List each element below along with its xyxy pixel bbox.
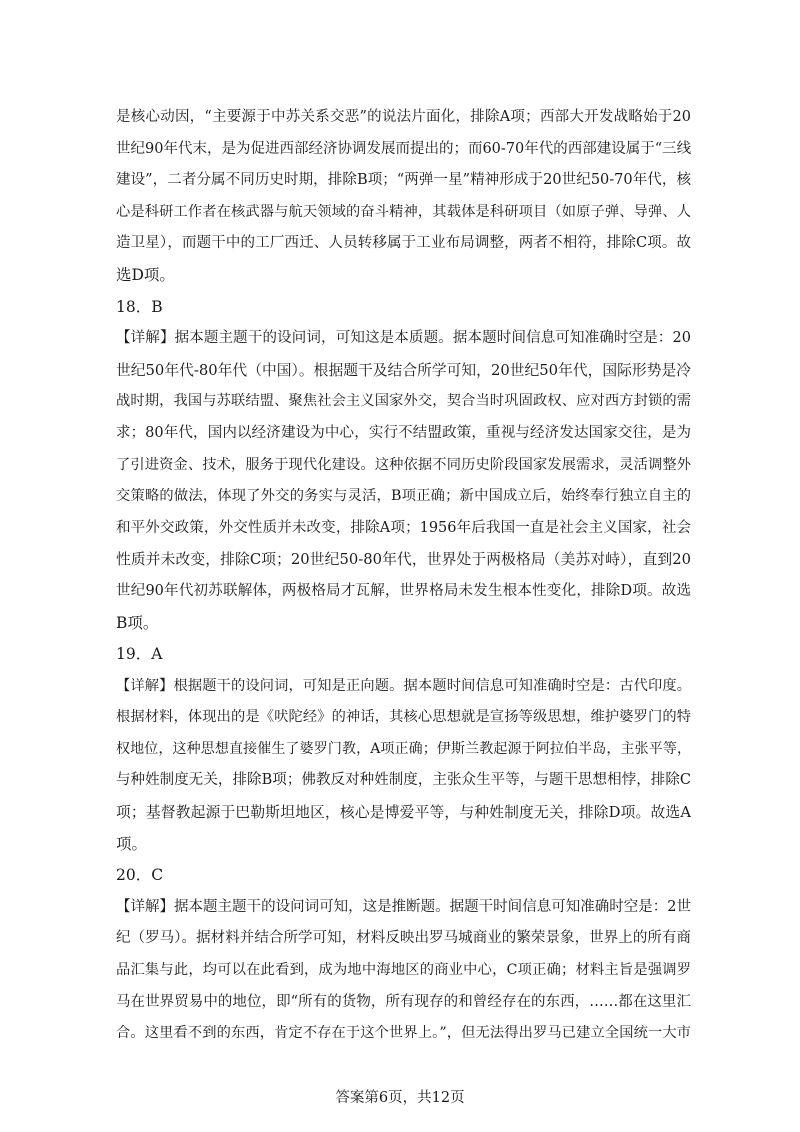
answer-text-body — [116, 102, 691, 1050]
text-line: 战时期，我国与苏联结盟、聚焦社会主义国家外交，契合当时巩固政权、应对西方封锁的需 — [116, 393, 691, 410]
text-line: 求；80年代，国内以经济建设为中心，实行不结盟政策，重视与经济发达国家交往，是为 — [116, 424, 691, 441]
text-line: 19．A — [116, 645, 163, 664]
text-line: 马在世界贸易中的地位，即“所有的货物，所有现存的和曾经存在的东西，……都在这里汇 — [116, 993, 691, 1010]
text-line: 是核心动因，“主要源于中苏关系交恶”的说法片面化，排除A项；西部大开发战略始于20 — [116, 109, 691, 125]
text-line: 和平外交政策，外交性质并未改变，排除A项；1956年后我国一直是社会主义国家，社会 — [116, 519, 691, 536]
text-line: 世纪90年代末，是为促进西部经济协调发展而提出的；而60-70年代的西部建设属于“三线 — [116, 140, 691, 157]
text-line: 世纪50年代-80年代（中国）。根据题干及结合所学可知，20世纪50年代，国际形势是冷 — [116, 361, 691, 379]
text-line: 【详解】据本题主题干的设问词，可知这是本质题。据本题时间信息可知准确时空是：20 — [116, 330, 691, 347]
text-line: 造卫星），而题干中的工厂西迁、人员转移属于工业布局调整，两者不相符，排除C项。故 — [116, 235, 691, 252]
text-line: 选D项。 — [116, 265, 175, 284]
text-line: 纪（罗马）。据材料并结合所学可知，材料反映出罗马城商业的繁荣景象，世界上的所有商 — [116, 930, 691, 947]
text-line: 合。这里看不到的东西，肯定不存在于这个世界上。”，但无法得出罗马已建立全国统一大市 — [116, 1025, 691, 1042]
text-line: 世纪90年代初苏联解体，两极格局才瓦解，世界格局未发生根本性变化，排除D项。故选 — [116, 582, 691, 599]
text-line: 【详解】据本题主题干的设问词可知，这是推断题。据题干时间信息可知准确时空是：2世 — [116, 898, 691, 915]
text-line: 20．C — [116, 866, 164, 885]
text-line: 了引进资金、技术，服务于现代化建设。这种依据不同历史阶段国家发展需求，灵活调整外 — [116, 456, 691, 473]
text-line: 建设”，二者分属不同历史时期，排除B项；“两弹一星”精神形成于20世纪50-70年代，核 — [116, 172, 691, 189]
page-footer: 答案第6页，共12页 — [335, 1090, 465, 1106]
text-line: 品汇集与此，均可以在此看到，成为地中海地区的商业中心，C项正确；材料主旨是强调罗 — [116, 962, 691, 979]
text-line: 交策略的做法，体现了外交的务实与灵活，B项正确；新中国成立后，始终奉行独立自主的 — [116, 488, 691, 505]
text-line: 项。 — [116, 834, 148, 853]
text-line: B项。 — [116, 613, 159, 632]
text-line: 心是科研工作者在核武器与航天领域的奋斗精神，其载体是科研项目（如原子弹、导弹、人 — [116, 203, 691, 220]
text-line: 根据材料，体现出的是《吠陀经》的神话，其核心思想就是宣扬等级思想，维护婆罗门的特 — [116, 709, 691, 726]
text-line: 与种姓制度无关，排除B项；佛教反对种姓制度，主张众生平等，与题干思想相悖，排除C — [116, 772, 691, 789]
text-line: 项；基督教起源于巴勒斯坦地区，核心是博爱平等，与种姓制度无关，排除D项。故选A — [116, 804, 691, 822]
text-line: 18．B — [116, 297, 163, 316]
text-line: 性质并未改变，排除C项；20世纪50-80年代，世界处于两极格局（美苏对峙），直到20 — [116, 551, 691, 569]
text-line: 权地位，这种思想直接催生了婆罗门教，A项正确；伊斯兰教起源于阿拉伯半岛，主张平等， — [116, 740, 691, 757]
text-line: 【详解】根据题干的设问词，可知是正向题。据本题时间信息可知准确时空是：古代印度。 — [116, 677, 691, 694]
